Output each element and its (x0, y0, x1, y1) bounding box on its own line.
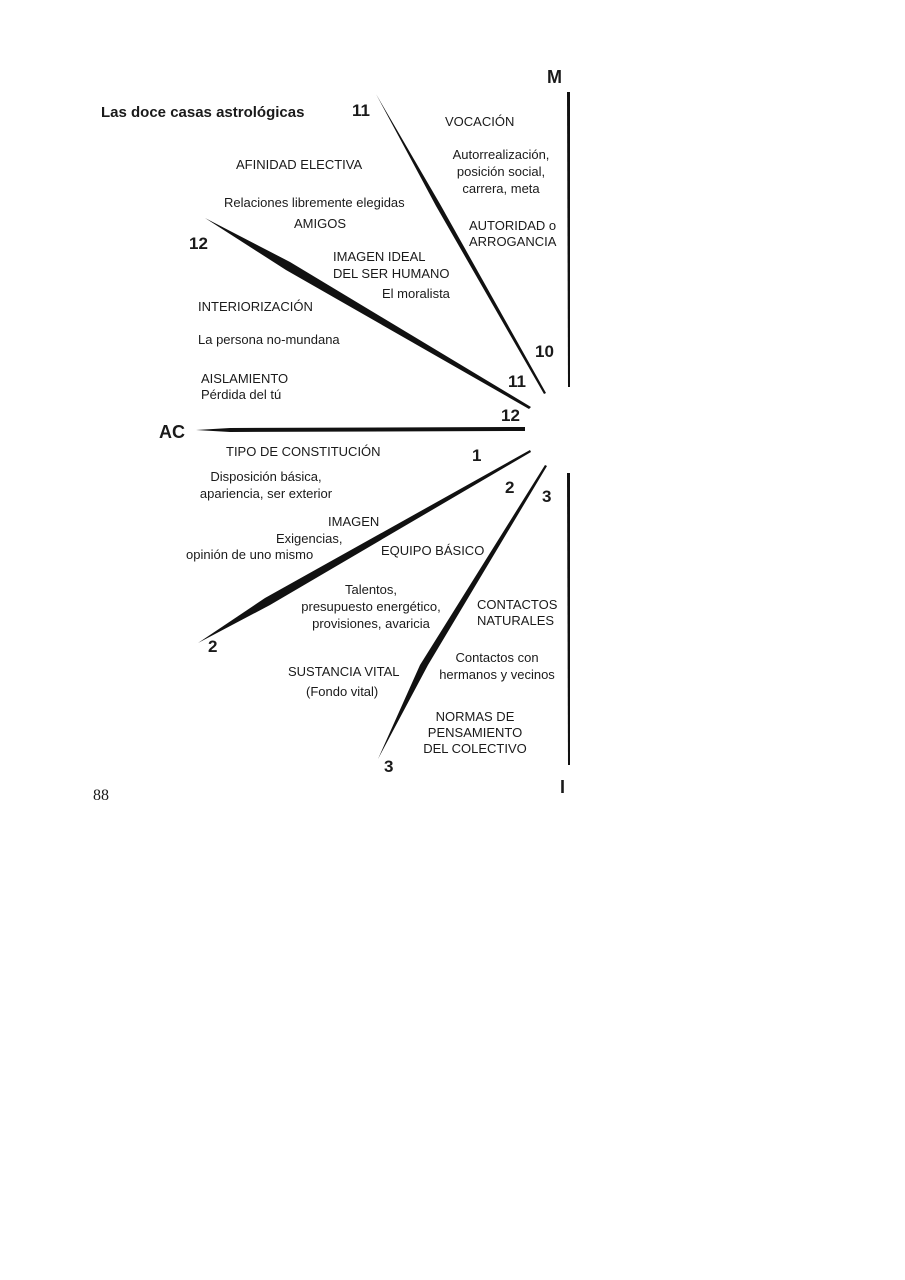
label-autorrealizacion-1: Autorrealización, (452, 147, 550, 162)
label-persona-no-mundana: La persona no-mundana (198, 332, 340, 347)
label-vocacion: VOCACIÓN (445, 114, 515, 129)
label-equipo-basico: EQUIPO BÁSICO (381, 543, 485, 558)
house-number-10: 10 (535, 342, 554, 361)
ic-axis-line (567, 473, 570, 765)
label-imagen-ideal-2: DEL SER HUMANO (333, 266, 450, 281)
label-normas-1: NORMAS DE (435, 709, 515, 724)
label-exigencias: Exigencias, (276, 531, 343, 546)
label-normas-2: PENSAMIENTO (427, 725, 523, 740)
label-tipo-constitucion: TIPO DE CONSTITUCIÓN (226, 444, 381, 459)
house-number-11-cusp: 11 (508, 372, 526, 391)
page-number: 88 (93, 787, 109, 804)
label-contactos-con-2: hermanos y vecinos (439, 667, 555, 682)
label-contactos-1: CONTACTOS (477, 597, 558, 612)
label-perdida-del-tu: Pérdida del tú (201, 387, 282, 402)
label-talentos-3: provisiones, avaricia (312, 616, 430, 631)
label-sustancia-vital: SUSTANCIA VITAL (288, 664, 400, 679)
label-aislamiento: AISLAMIENTO (201, 371, 289, 386)
label-imagen: IMAGEN (328, 514, 380, 529)
label-disposicion-1: Disposición básica, (210, 469, 322, 484)
label-autorrealizacion-3: carrera, meta (462, 181, 540, 196)
label-autoridad-2: ARROGANCIA (469, 234, 557, 249)
label-normas-3: DEL COLECTIVO (423, 741, 527, 756)
label-opinion: opinión de uno mismo (186, 547, 314, 562)
label-moralista: El moralista (382, 286, 450, 301)
label-contactos-2: NATURALES (477, 613, 555, 628)
house-number-3-cusp: 3 (542, 487, 552, 506)
house-number-11-top: 11 (352, 101, 370, 120)
label-fondo-vital: (Fondo vital) (306, 684, 379, 699)
house-number-1: 1 (472, 446, 482, 465)
label-talentos-1: Talentos, (344, 582, 398, 597)
house-number-12-cusp: 12 (501, 406, 520, 425)
label-autorrealizacion-2: posición social, (456, 164, 546, 179)
label-talentos-2: presupuesto energético, (301, 599, 441, 614)
label-disposicion-2: apariencia, ser exterior (199, 486, 333, 501)
label-afinidad-electiva: AFINIDAD ELECTIVA (236, 157, 363, 172)
label-relaciones: Relaciones libremente elegidas (224, 195, 405, 210)
ic-label: I (560, 777, 566, 797)
house-number-3-bottom: 3 (384, 757, 394, 776)
mc-label: M (547, 67, 562, 87)
label-autoridad-1: AUTORIDAD o (469, 218, 557, 233)
ac-label: AC (159, 422, 185, 442)
label-amigos: AMIGOS (294, 216, 347, 231)
label-interiorizacion: INTERIORIZACIÓN (198, 299, 313, 314)
house-number-2-cusp: 2 (505, 478, 515, 497)
ac-axis-line (196, 427, 525, 432)
mc-axis-line (567, 92, 570, 387)
diagram-title: Las doce casas astrológicas (101, 104, 305, 121)
house-number-12-left: 12 (189, 234, 208, 253)
label-contactos-con-1: Contactos con (455, 650, 539, 665)
house-number-2-bottom: 2 (208, 637, 218, 656)
label-imagen-ideal-1: IMAGEN IDEAL (333, 249, 426, 264)
